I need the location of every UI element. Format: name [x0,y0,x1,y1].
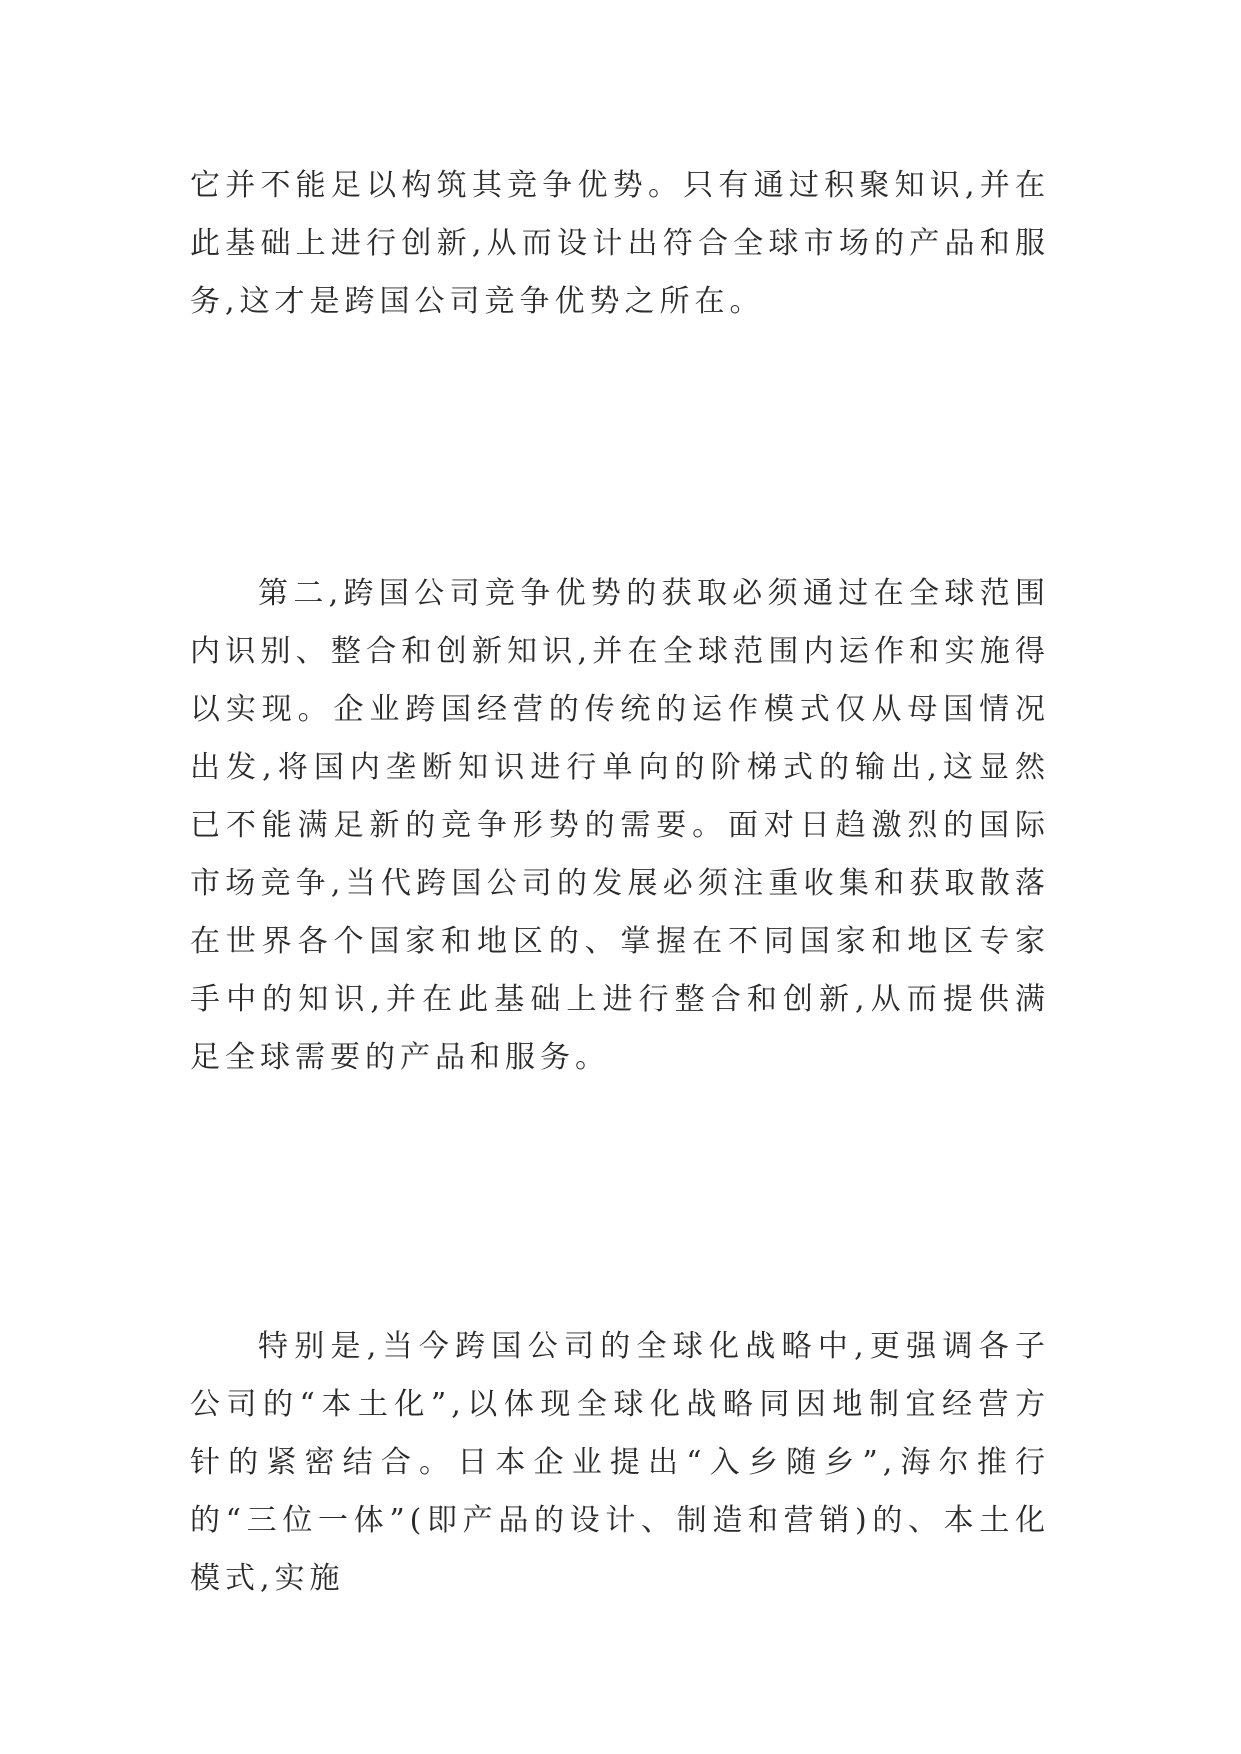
paragraph-continuation: 它并不能足以构筑其竞争优势。只有通过积聚知识,并在此基础上进行创新,从而设计出符合全球市场的产品和服务,这才是跨国公司竞争优势之所在。 [190,168,1050,319]
paragraph-localization: 特别是,当今跨国公司的全球化战略中,更强调各子公司的“本土化”,以体现全球化战略同因地制宜经营方针的紧密结合。日本企业提出“入乡随乡”,海尔推行的“三位一体”(即产品的设计、制造和营销)的、本土化模式,实施 [190,1329,1050,1596]
paragraph-second-point: 第二,跨国公司竞争优势的获取必须通过在全球范围内识别、整合和创新知识,并在全球范围内运作和实施得以实现。企业跨国经营的传统的运作模式仅从母国情况出发,将国内垄断知识进行单向的阶梯式的输出,这显然已不能满足新的竞争形势的需要。面对日趋激烈的国际市场竞争,当代跨国公司的发展必须注重收集和获取散落在世界各个国家和地区的、掌握在不同国家和地区专家手中的知识,并在此基础上进行整合和创新,从而提供满足全球需要的产品和服务。 [190,576,1050,1075]
